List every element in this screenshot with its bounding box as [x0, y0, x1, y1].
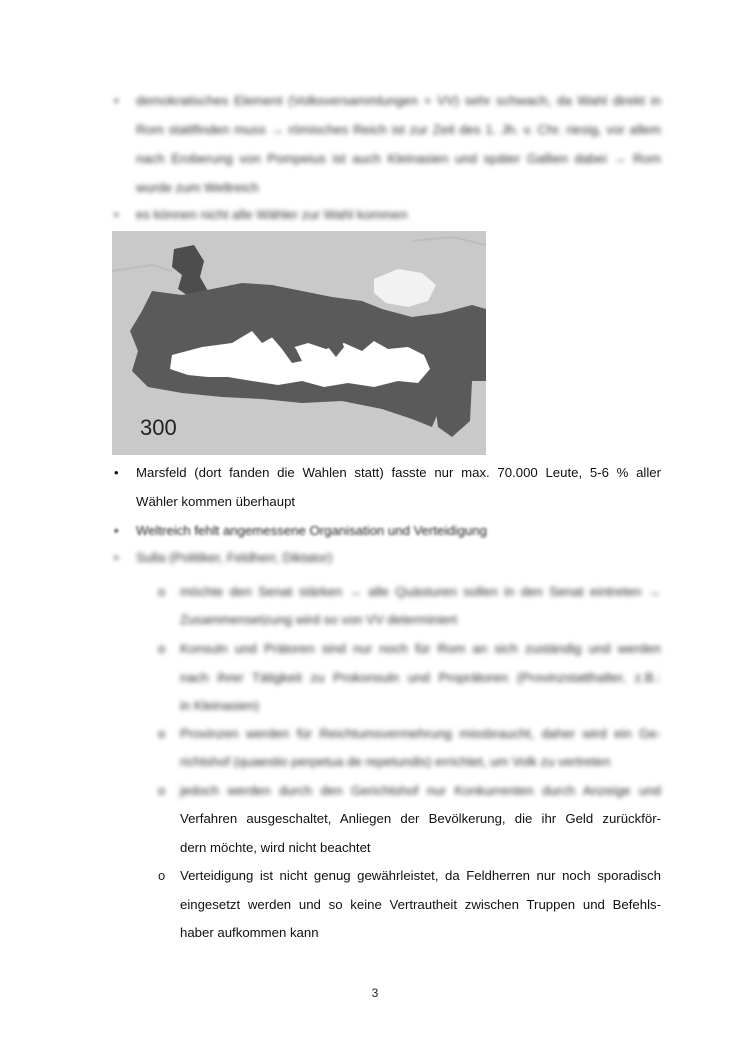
page-number: 3	[371, 986, 379, 1000]
paragraph-line: richtshof (quaestio perpetua de repetundis) errichtet, um Volk zu vertreten	[180, 754, 611, 769]
subbullet-marker: o	[158, 584, 166, 599]
paragraph-line: Wähler kommen überhaupt	[136, 494, 296, 509]
subbullet-marker: o	[158, 783, 166, 798]
paragraph-line: haber aufkommen kann	[180, 925, 319, 940]
paragraph-line: dern möchte, wird nicht beachtet	[180, 840, 371, 855]
bullet-marker: •	[114, 207, 119, 222]
subbullet-marker: o	[158, 868, 166, 883]
paragraph-line: eingesetzt werden und so keine Vertrautheit zwischen Truppen und Befehls-	[180, 897, 661, 912]
paragraph-line: Verfahren ausgeschaltet, Anliegen der Bevölkerung, die ihr Geld zurückför-	[180, 811, 661, 826]
paragraph-line: demokratisches Element (Volksversammlungen + VV) sehr schwach, da Wahl direkt in	[136, 93, 661, 108]
paragraph-line: Konsuln und Prätoren sind nur noch für Rom an sich zuständig und werden	[180, 641, 661, 656]
subbullet-marker: o	[158, 641, 166, 656]
paragraph-line: Zusammensetzung wird so von VV determiniert	[180, 612, 458, 627]
paragraph-line: Marsfeld (dort fanden die Wahlen statt) fasste nur max. 70.000 Leute, 5-6 % aller	[136, 465, 661, 480]
paragraph-line: es können nicht alle Wähler zur Wahl kommen	[136, 207, 408, 222]
bullet-marker: •	[114, 523, 119, 538]
paragraph-line: Provinzen werden für Reichtumsvermehrung missbraucht, daher wird ein Ge-	[180, 726, 661, 741]
paragraph-line: nach ihrer Tätigkeit zu Prokonsuln und Proprätoren (Provinzstatthalter, z.B.:	[180, 670, 661, 685]
bullet-marker: •	[114, 465, 119, 480]
bullet-marker: •	[114, 550, 119, 565]
paragraph-line: Verteidigung ist nicht genug gewährleistet, da Feldherren nur noch sporadisch	[180, 868, 661, 883]
subbullet-marker: o	[158, 726, 166, 741]
paragraph-line: möchte den Senat stärken → alle Quästuren sollen in den Senat eintreten →	[180, 584, 661, 599]
paragraph-line: jedoch werden durch den Gerichtshof nur Konkurrenten durch Anzeige und	[180, 783, 661, 798]
paragraph-line: Rom stattfinden muss → römisches Reich ist zur Zeit des 1. Jh. v. Chr. riesig, vor allem	[136, 122, 661, 137]
paragraph-line: Weltreich fehlt angemessene Organisation und Verteidigung	[136, 523, 487, 538]
paragraph-line: Sulla (Politiker, Feldherr, Diktator)	[136, 550, 333, 565]
paragraph-line: nach Eroberung von Pompeius ist auch Kleinasien und später Gallien dabei → Rom	[136, 151, 661, 166]
paragraph-line: wurde zum Weltreich	[136, 180, 259, 195]
paragraph-line: in Kleinasien)	[180, 698, 260, 713]
map-year-label: 300	[140, 415, 177, 440]
bullet-marker: •	[114, 93, 119, 108]
